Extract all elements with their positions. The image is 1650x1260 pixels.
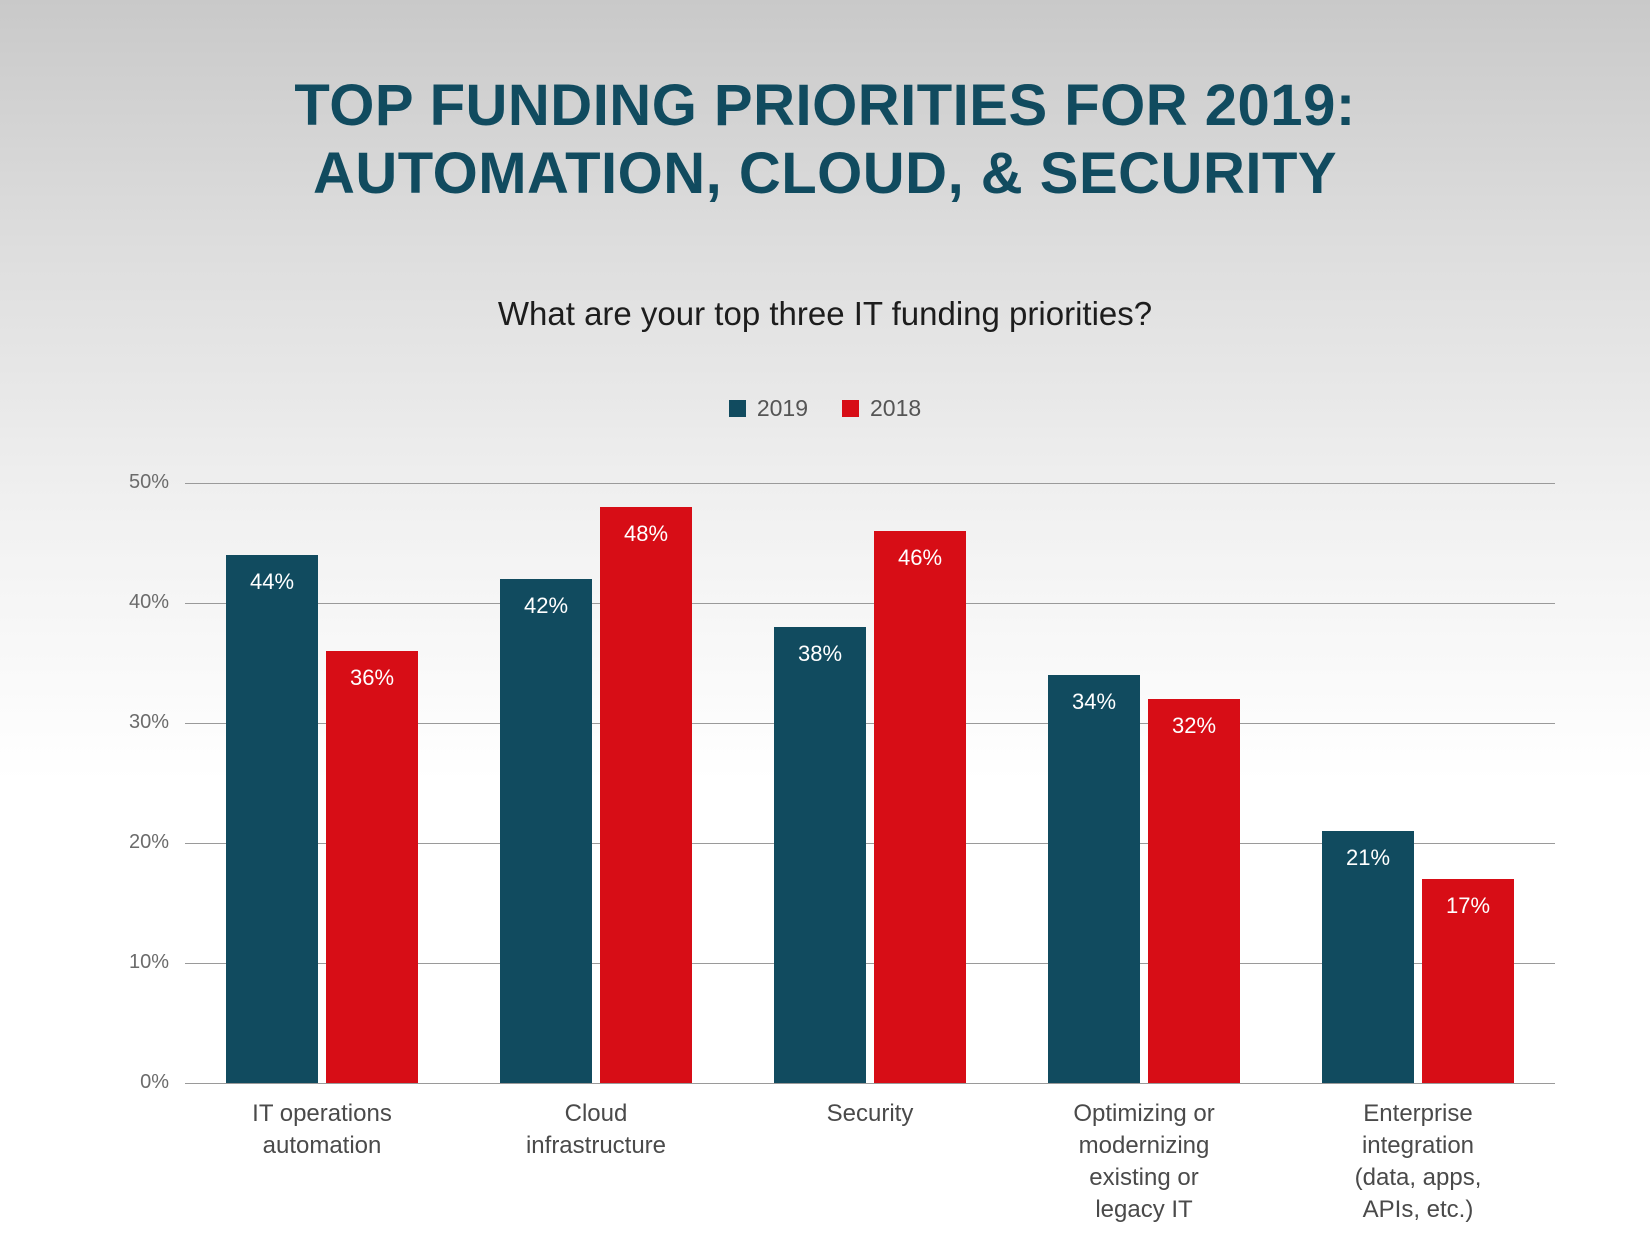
y-tick-label-10: 10% <box>128 951 169 973</box>
bar-value-label: 17% <box>1445 893 1491 918</box>
legend-swatch-2018 <box>842 400 859 417</box>
bar-value-label: 42% <box>523 593 569 618</box>
bar-2019-it-operations-automation[interactable] <box>226 555 318 1083</box>
page-title <box>0 72 1650 209</box>
legend-swatch-2019 <box>729 400 746 417</box>
bar-groups <box>185 483 1555 1083</box>
y-tick-label-0: 0% <box>140 1071 169 1093</box>
bar-group-security <box>733 483 1007 1083</box>
category-label-line: infrastructure <box>525 1131 667 1159</box>
bar-value-label: 38% <box>797 641 843 666</box>
category-label-cloud-infrastructure <box>459 1098 733 1226</box>
bar-value-label: 36% <box>349 665 395 690</box>
bar-2019-security[interactable] <box>774 627 866 1083</box>
x-axis-line <box>185 1083 1555 1084</box>
category-label-line: Enterprise <box>1363 1100 1473 1127</box>
category-label-security <box>733 1098 1007 1226</box>
category-label-line: (data, apps, <box>1354 1163 1482 1191</box>
legend-label-2018: 2018 <box>870 395 922 421</box>
bar-value-label: 21% <box>1345 845 1391 870</box>
bar-value-label: 44% <box>249 569 295 594</box>
chart-subtitle: What are your top three IT funding priorities? <box>497 295 1153 332</box>
legend-label-2019: 2019 <box>756 395 808 421</box>
category-label-line: Cloud <box>564 1100 628 1127</box>
bar-2018-it-operations-automation[interactable] <box>326 651 418 1083</box>
bar-2019-cloud-infrastructure[interactable] <box>500 579 592 1083</box>
bar-2018-enterprise-integration[interactable] <box>1422 879 1514 1083</box>
category-label-line: legacy IT <box>1095 1195 1193 1223</box>
category-label-enterprise-integration <box>1281 1098 1555 1226</box>
y-tick-label-20: 20% <box>128 831 169 853</box>
y-tick-label-30: 30% <box>128 711 169 733</box>
category-label-line: modernizing <box>1078 1131 1210 1159</box>
y-tick-label-50: 50% <box>128 471 169 493</box>
x-axis-category-labels <box>185 1098 1555 1226</box>
plot-area <box>128 471 1555 1093</box>
bar-value-label: 34% <box>1071 689 1117 714</box>
chart-legend <box>0 395 1650 422</box>
bar-value-label: 48% <box>623 521 669 546</box>
category-label-line: automation <box>262 1131 382 1159</box>
category-label-line: integration <box>1361 1131 1475 1159</box>
category-label-line: existing or <box>1089 1163 1199 1191</box>
y-tick-label-40: 40% <box>128 591 169 613</box>
bar-2019-enterprise-integration[interactable] <box>1322 831 1414 1083</box>
bar-2018-security[interactable] <box>874 531 966 1083</box>
category-label-optimizing-modernizing-legacy-it <box>1007 1098 1281 1226</box>
bar-group-cloud-infrastructure <box>459 483 733 1083</box>
bar-2019-optimizing-modernizing-legacy-it[interactable] <box>1048 675 1140 1083</box>
category-label-line: APIs, etc.) <box>1362 1195 1474 1223</box>
bar-group-optimizing-modernizing-legacy-it <box>1007 483 1281 1083</box>
category-label-line: Security <box>826 1100 914 1127</box>
bar-value-label: 46% <box>897 545 943 570</box>
bar-value-label: 32% <box>1171 713 1217 738</box>
page-title-line-2: AUTOMATION, CLOUD, & SECURITY <box>312 141 1338 207</box>
legend-item-2019[interactable] <box>729 395 808 422</box>
bar-2018-cloud-infrastructure[interactable] <box>600 507 692 1083</box>
category-label-line: IT operations <box>252 1100 392 1127</box>
bar-group-it-operations-automation <box>185 483 459 1083</box>
category-label-line: Optimizing or <box>1073 1100 1215 1127</box>
category-label-it-operations-automation <box>185 1098 459 1226</box>
bar-group-enterprise-integration <box>1281 483 1555 1083</box>
bar-2018-optimizing-modernizing-legacy-it[interactable] <box>1148 699 1240 1083</box>
page-title-line-1: TOP FUNDING PRIORITIES FOR 2019: <box>294 73 1356 138</box>
legend-item-2018[interactable] <box>842 395 921 422</box>
